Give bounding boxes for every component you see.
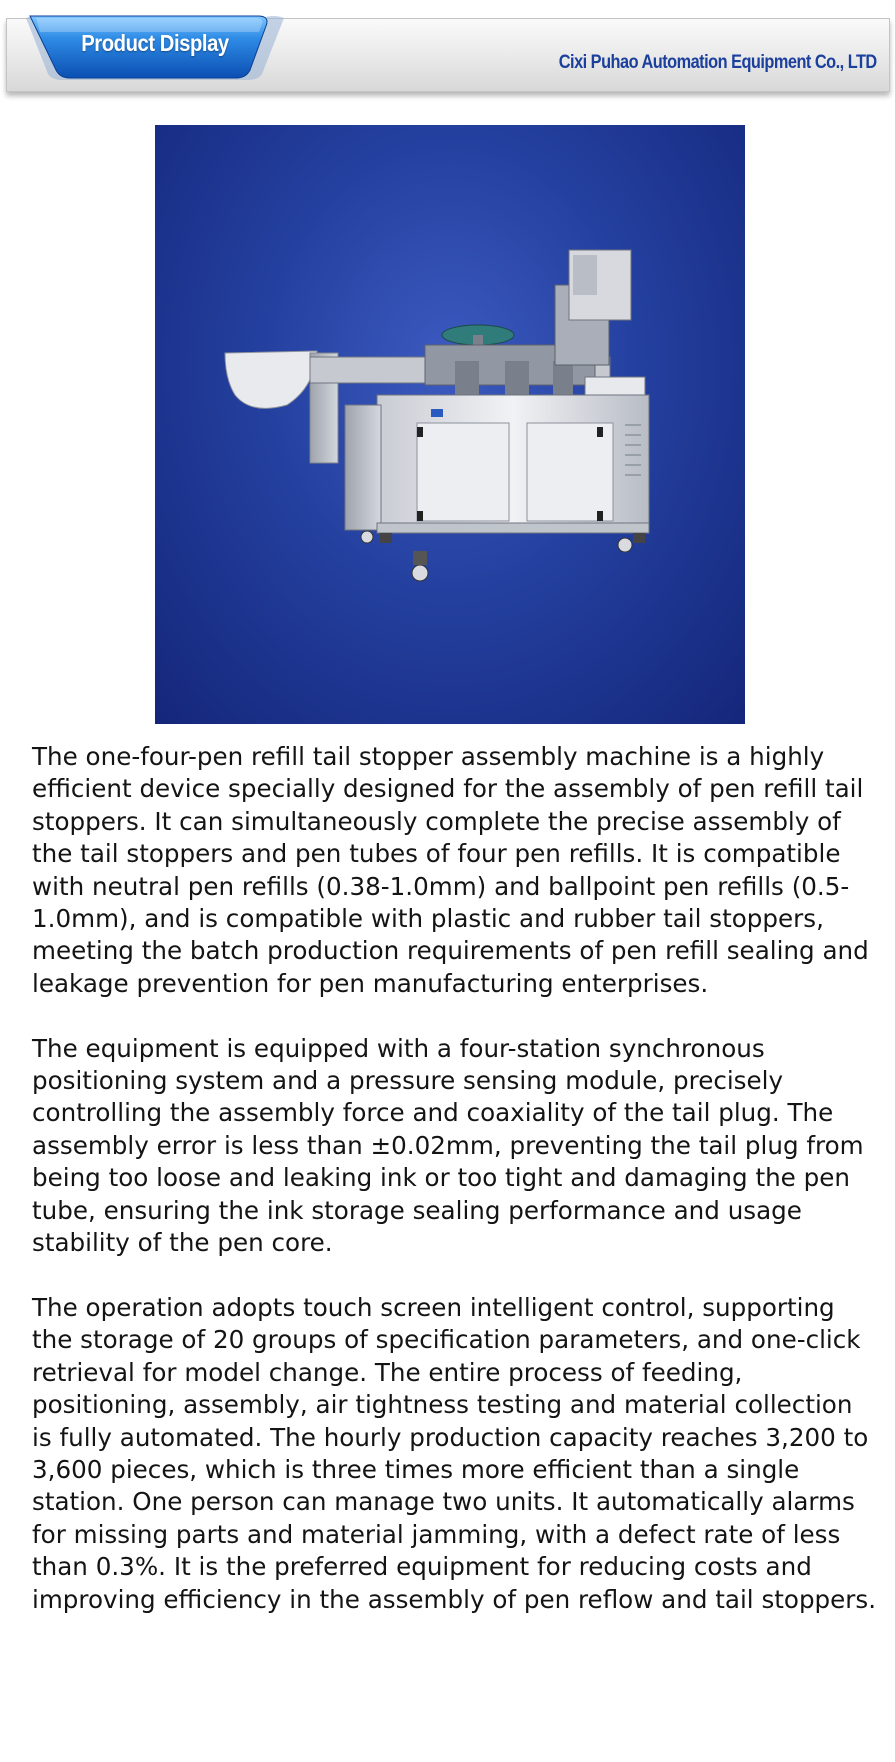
product-description bbox=[32, 741, 877, 1616]
product-photo bbox=[155, 125, 745, 724]
product-display-tab bbox=[26, 14, 284, 80]
machine-illustration bbox=[155, 125, 745, 724]
description-paragraph: The equipment is equipped with a four-station synchronous positioning system and a pressure sensing module, precisely controlling the assembly force and coaxiality of the tail plug. The assembly error is less than ±0.02mm, preventing the tail plug from being too loose and leaking ink or too tight and damaging the pen tube, ensuring the ink storage sealing performance and usage stability of the pen core. bbox=[32, 1033, 864, 1258]
company-name: Cixi Puhao Automation Equipment Co., LTD bbox=[559, 52, 877, 73]
tab-label: Product Display bbox=[81, 30, 229, 56]
description-paragraph: The one-four-pen refill tail stopper assembly machine is a highly efficient device specially designed for the assembly of pen refill tail stoppers. It can simultaneously complete the precise assembly of the tail stoppers and pen tubes of four pen refills. It is compatible with neutral pen refills (0.38-1.0mm) and ballpoint pen refills (0.5-1.0mm), and is compatible with plastic and rubber tail stoppers, meeting the batch production requirements of pen refill sealing and leakage prevention for pen manufacturing enterprises. bbox=[32, 742, 869, 998]
description-paragraph: The operation adopts touch screen intelligent control, supporting the storage of 20 groups of specification parameters, and one-click retrieval for model change. The entire process of feeding, positioning, assembly, air tightness testing and material collection is fully automated. The hourly production capacity reaches 3,200 to 3,600 pieces, which is three times more efficient than a single station. One person can manage two units. It automatically alarms for missing parts and material jamming, with a defect rate of less than 0.3%. It is the preferred equipment for reducing costs and improving efficiency in the assembly of pen reflow and tail stoppers. bbox=[32, 1292, 877, 1614]
